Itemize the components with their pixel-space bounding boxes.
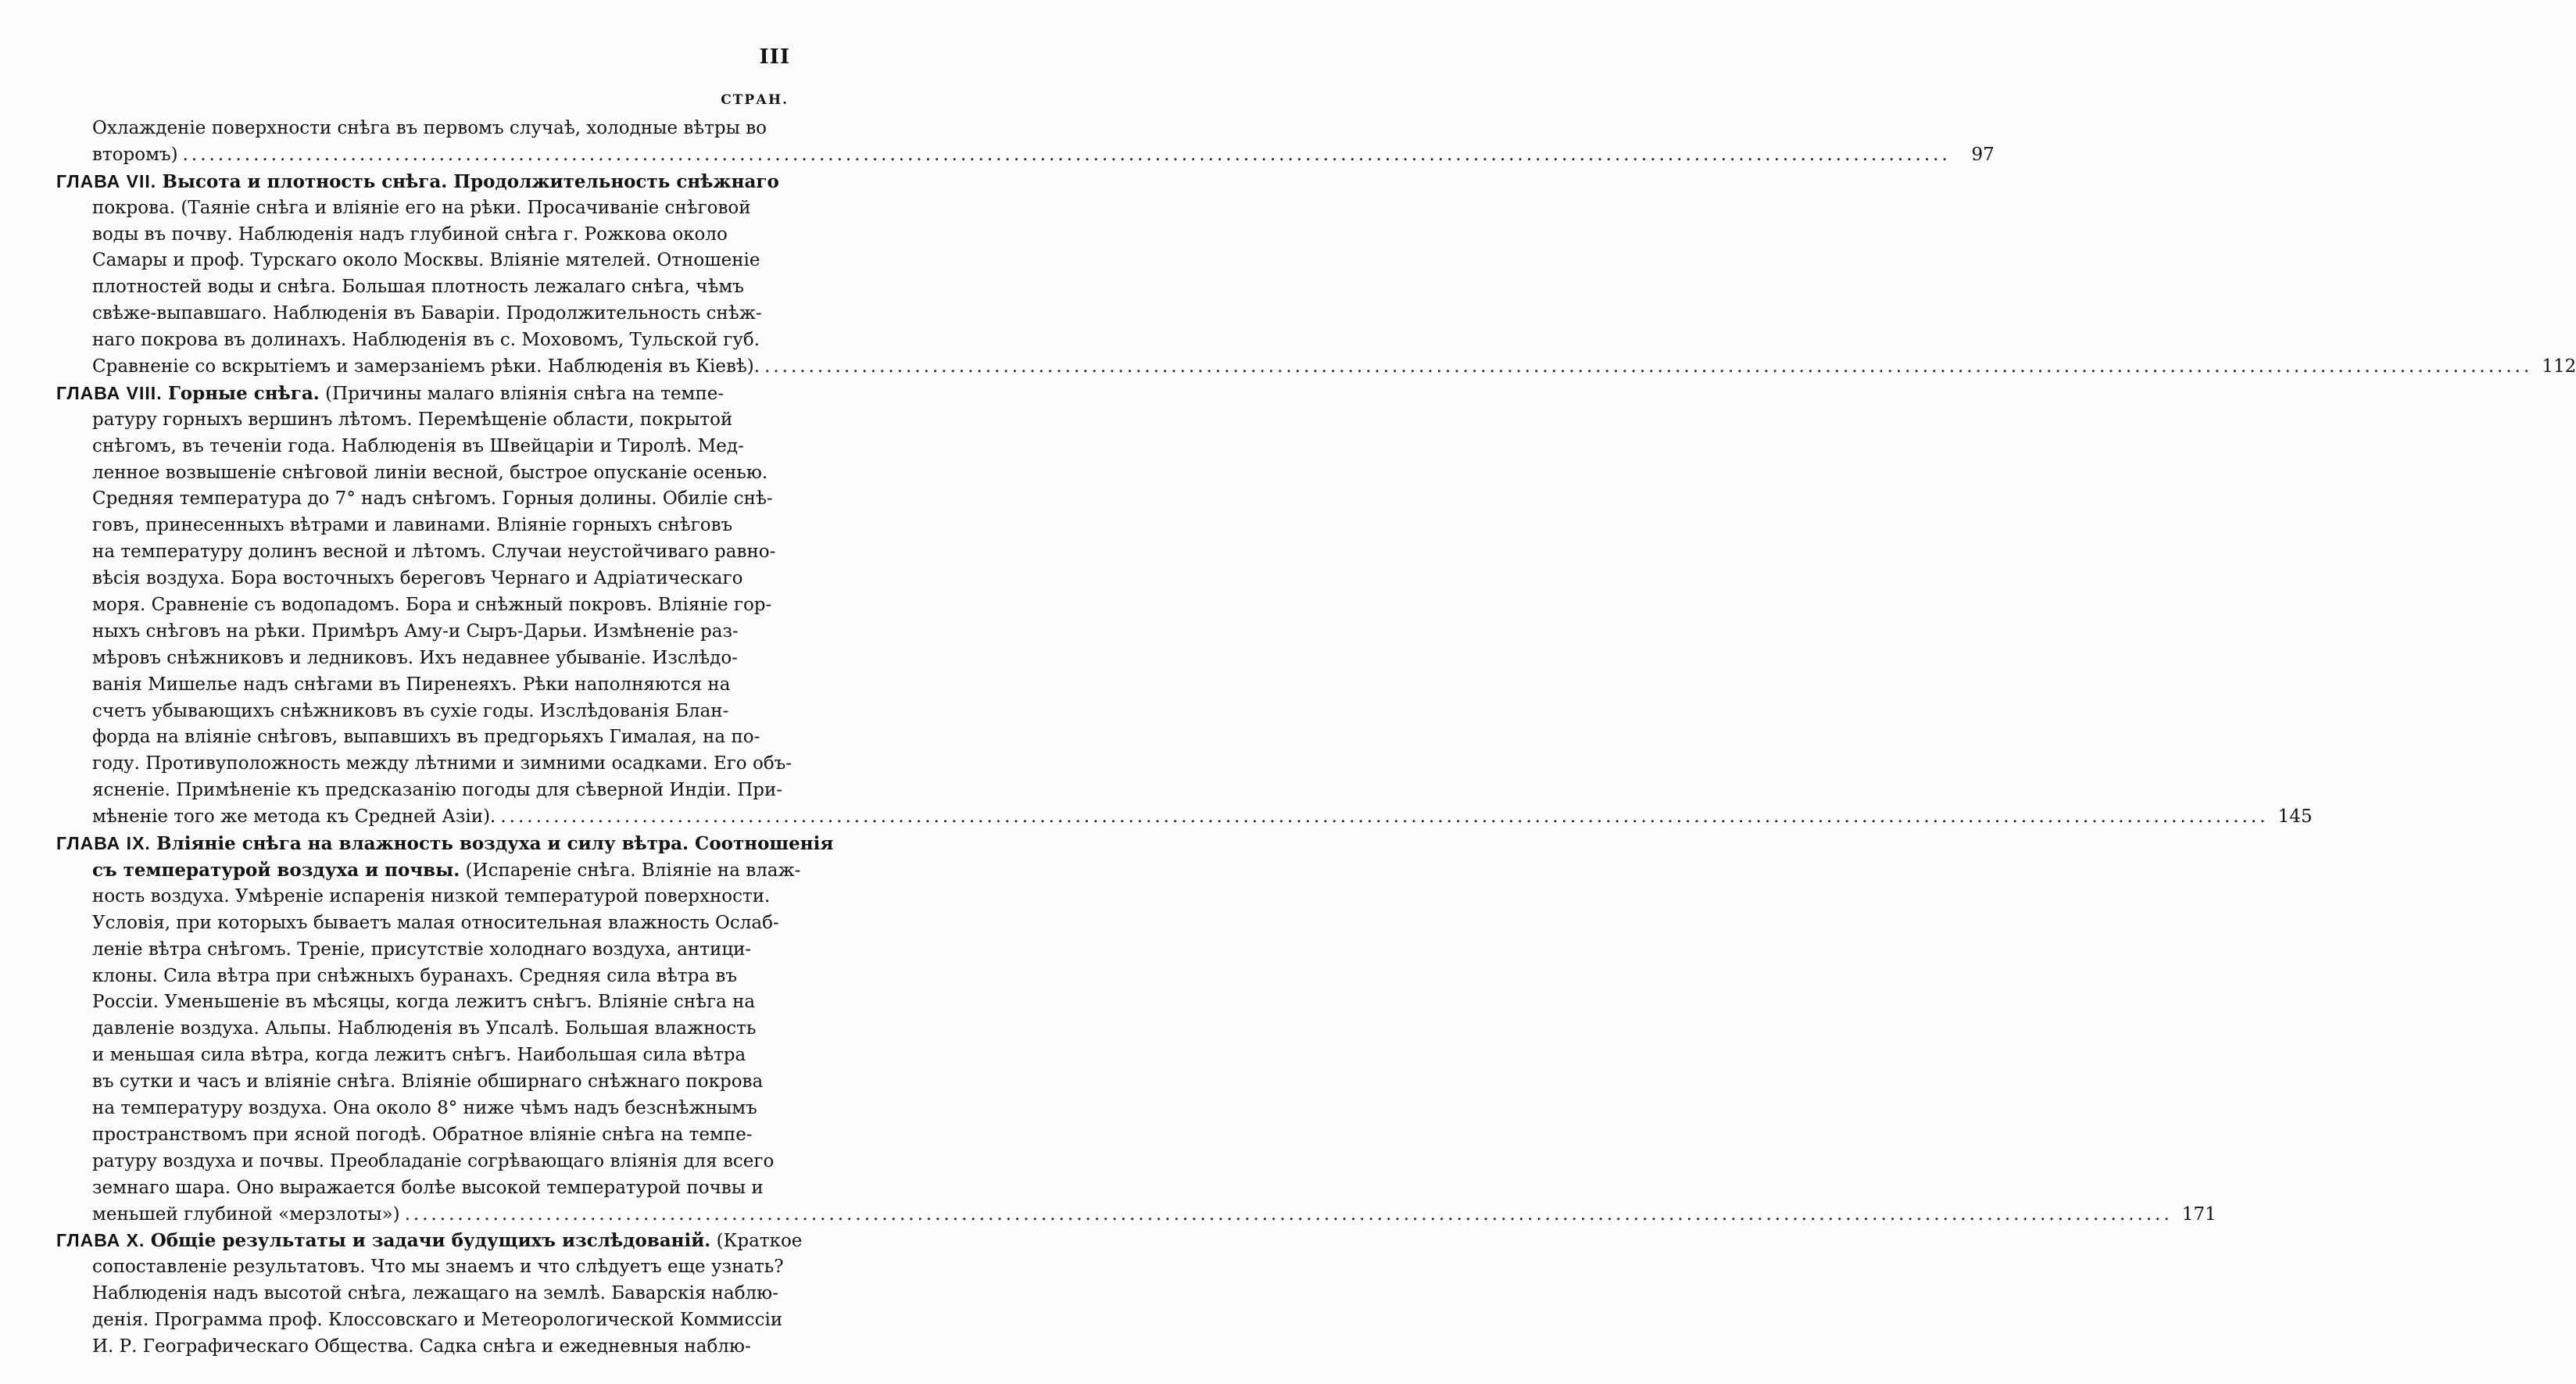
toc-line: Условія, при которыхъ бываетъ малая относительная влажность Ослаб- [92, 912, 779, 933]
toc-line-with-page [56, 1202, 2216, 1228]
page-ref: 97 [1971, 144, 1995, 165]
toc-line: и меньшая сила вѣтра, когда лежитъ снѣгъ. Наибольшая сила вѣтра [92, 1045, 746, 1066]
toc-line: году. Противуположность между лѣтними и зимними осадками. Его объ- [92, 753, 792, 774]
toc-line: Наблюденія надъ высотой снѣга, лежащаго на землѣ. Баварскія наблю- [92, 1283, 778, 1304]
chapter-summary-start: (Краткое [716, 1231, 803, 1252]
dot-leader: ........................................................................................................................................................................................................ [500, 806, 2269, 828]
toc-line-text: второмъ) [92, 144, 178, 165]
toc-line: покрова. (Таяніе снѣга и вліяніе его на рѣки. Просачиваніе снѣговой [92, 197, 751, 218]
toc-line-with-page [56, 142, 1995, 169]
toc-line: счетъ убывающихъ снѣжниковъ въ сухіе годы. Изслѣдованія Блан- [92, 700, 729, 721]
chapter-summary-start: (Испареніе снѣга. Вліяніе на влаж- [465, 860, 801, 881]
toc-line: Средняя температура до 7° надъ снѣгомъ. Горныя долины. Обиліе снѣ- [92, 488, 773, 510]
toc-line: вѣсія воздуха. Бора восточныхъ береговъ Чернаго и Адріатическаго [92, 568, 743, 589]
toc-line: ность воздуха. Умѣреніе испаренія низкой температурой поверхности. [92, 885, 771, 907]
toc-line: моря. Сравненіе съ водопадомъ. Бора и снѣжный покровъ. Вліяніе гор- [92, 595, 772, 616]
chapter-heading-line [56, 1228, 803, 1254]
toc-entry-chapter-7 [56, 169, 2576, 381]
toc-line: снѣгомъ, въ теченіи года. Наблюденія въ Швейцаріи и Тиролѣ. Мед- [92, 435, 744, 456]
toc-entry-chapter-10 [56, 1228, 817, 1360]
toc-entry-chapter-8 [56, 381, 2313, 831]
toc-line: на температуру долинъ весной и лѣтомъ. Случаи неустойчиваго равно- [92, 542, 776, 563]
toc-line: клоны. Сила вѣтра при снѣжныхъ буранахъ. Средняя сила вѣтра въ [92, 965, 737, 986]
dot-leader: ........................................................................................................................................................................................................ [182, 144, 1951, 165]
toc-line-text: Сравненіе со вскрытіемъ и замерзаніемъ рѣки. Наблюденія въ Кіевѣ). [92, 356, 760, 377]
toc-line: наго покрова въ долинахъ. Наблюденія въ с. Моховомъ, Тульской губ. [92, 330, 760, 351]
toc-line: леніе вѣтра снѣгомъ. Треніе, присутствіе холоднаго воздуха, антици- [92, 939, 752, 960]
toc-line: пространствомъ при ясной погодѣ. Обратное вліяніе снѣга на темпе- [92, 1124, 753, 1145]
toc-line-with-page [56, 354, 2576, 381]
toc-line: плотностей воды и снѣга. Большая плотность лежалаго снѣга, чѣмъ [92, 277, 744, 298]
toc-line: Самары и проф. Турскаго около Москвы. Вліяніе мятелей. Отношеніе [92, 250, 760, 271]
chapter-label: ГЛАВА VIII. [56, 382, 163, 403]
toc-entry-chapter-6-tail [56, 116, 1995, 169]
chapter-heading-line [56, 169, 779, 195]
chapter-summary-start: (Причины малаго вліянія снѣга на темпе- [325, 383, 724, 404]
chapter-heading-line-2 [56, 857, 803, 884]
chapter-title: Высота и плотность снѣга. Продолжительность снѣжнаго [162, 170, 779, 192]
pages-column-header: СТРАН. [721, 92, 789, 108]
dot-leader: ........................................................................................................................................................................................................ [764, 356, 2533, 377]
toc-line: ратуру воздуха и почвы. Преобладаніе согрѣвающаго вліянія для всего [92, 1150, 775, 1171]
chapter-label: ГЛАВА X. [56, 1230, 145, 1251]
toc-line-text: меньшей глубиной «мерзлоты») [92, 1203, 400, 1225]
dot-leader: ........................................................................................................................................................................................................ [404, 1203, 2173, 1225]
toc-line: Россіи. Уменьшеніе въ мѣсяцы, когда лежитъ снѣгъ. Вліяніе снѣга на [92, 992, 756, 1013]
toc-line: сопоставленіе результатовъ. Что мы знаемъ и что слѣдуетъ еще узнать? [92, 1257, 784, 1278]
toc-line: денія. Программа проф. Клоссовскаго и Метеорологической Коммиссіи [92, 1310, 783, 1331]
page-number: III [759, 45, 790, 69]
toc-line: давленіе воздуха. Альпы. Наблюденія въ Упсалѣ. Большая влажность [92, 1018, 757, 1039]
toc-line: говъ, принесенныхъ вѣтрами и лавинами. Вліяніе горныхъ снѣговъ [92, 515, 733, 536]
toc-line: свѣже-выпавшаго. Наблюденія въ Баваріи. Продолжительность снѣж- [92, 303, 762, 324]
page-ref: 171 [2181, 1203, 2216, 1225]
toc-line: мѣровъ снѣжниковъ и ледниковъ. Ихъ недавнее убываніе. Изслѣдо- [92, 647, 738, 668]
toc-line: ратуру горныхъ вершинъ лѣтомъ. Перемѣщеніе области, покрытой [92, 409, 733, 430]
toc-line: Охлажденіе поверхности снѣга въ первомъ случаѣ, холодные вѣтры во [92, 118, 767, 138]
toc-line: форда на вліяніе снѣговъ, выпавшихъ въ предгорьяхъ Гималая, на по- [92, 727, 760, 748]
chapter-title-continued: съ температурой воздуха и почвы. [92, 859, 460, 881]
toc-line: ясненіе. Примѣненіе къ предсказанію погоды для сѣверной Индіи. При- [92, 780, 783, 801]
toc-line: земнаго шара. Оно выражается болѣе высокой температурой почвы и [92, 1177, 764, 1198]
toc-line-with-page [56, 804, 2313, 831]
toc-line: ванія Мишелье надъ снѣгами въ Пиренеяхъ. Рѣки наполняются на [92, 674, 731, 695]
page-ref: 145 [2277, 806, 2313, 828]
chapter-title: Общіе результаты и задачи будущихъ изслѣдованій. [150, 1230, 711, 1252]
page-ref: 112 [2542, 356, 2576, 377]
chapter-label: ГЛАВА IX. [56, 833, 151, 854]
table-of-contents [56, 116, 2576, 1361]
chapter-heading-line [56, 831, 834, 857]
chapter-label: ГЛАВА VII. [56, 170, 157, 191]
toc-line-text: мѣненіе того же метода къ Средней Азіи). [92, 806, 496, 828]
toc-line: И. Р. Географическаго Общества. Садка снѣга и ежедневныя наблю- [92, 1336, 751, 1357]
toc-line: на температуру воздуха. Она около 8° ниже чѣмъ надъ безснѣжнымъ [92, 1097, 757, 1118]
chapter-heading-line [56, 381, 767, 407]
toc-line: ныхъ снѣговъ на рѣки. Примѣръ Аму-и Сыръ-Дарьи. Измѣненіе раз- [92, 620, 739, 642]
toc-line: въ сутки и часъ и вліяніе снѣга. Вліяніе обширнаго снѣжнаго покрова [92, 1071, 764, 1093]
chapter-title: Горные снѣга. [167, 382, 320, 404]
toc-line: воды въ почву. Наблюденія надъ глубиной снѣга г. Рожкова около [92, 224, 728, 245]
toc-entry-chapter-9 [56, 831, 2216, 1228]
toc-line: ленное возвышеніе снѣговой линіи весной, быстрое опусканіе осенью. [92, 462, 768, 483]
chapter-title: Вліяніе снѣга на влажность воздуха и силу вѣтра. Соотношенія [156, 833, 834, 855]
